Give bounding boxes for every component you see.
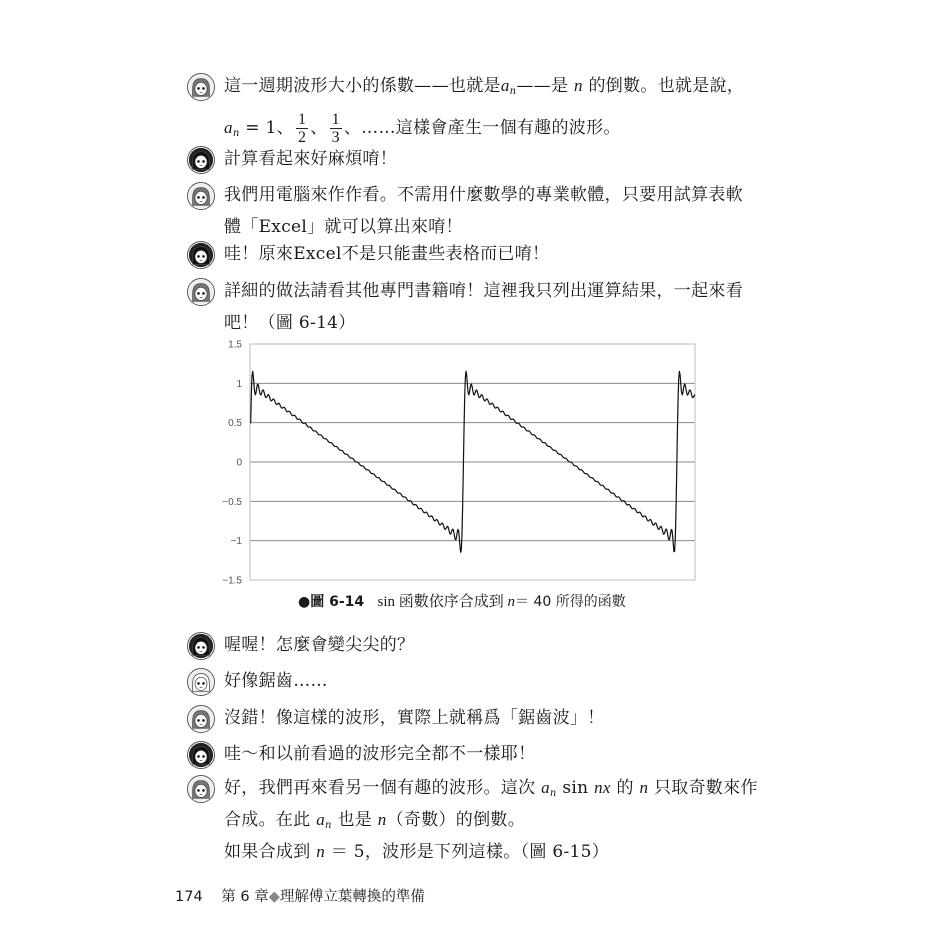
teacher-avatar-icon [187, 775, 215, 803]
dialogue-text: 體「Excel」就可以算出來唷！ [224, 217, 463, 237]
y-tick-label: 1.5 [228, 339, 242, 351]
dialogue-text: 好像鋸齒…… [224, 671, 328, 691]
y-tick-label: 0.5 [228, 418, 242, 430]
dialogue-text: 這一週期波形大小的係數——也就是 [224, 76, 501, 96]
dialogue-text: 計算看起來好麻煩唷！ [224, 149, 397, 169]
dialogue-line [224, 148, 397, 170]
dialogue-text: ＝ 5，波形是下列這樣。（圖 6-15） [325, 842, 610, 862]
dialogue-line [224, 216, 463, 238]
dialogue-text: 、……這樣會產生一個有趣的波形。 [343, 118, 621, 138]
figure-label: ●圖 6-14 [298, 594, 365, 610]
dialogue-text: 我們用電腦來作作看。不需用什麼數學的專業軟體，只要用試算表軟 [224, 185, 743, 205]
math-variable: a [224, 118, 233, 137]
student-a-avatar-icon [187, 741, 215, 769]
math-subscript: n [509, 86, 517, 97]
figure-caption [298, 590, 626, 611]
dialogue-line [224, 280, 743, 302]
math-subscript: n [325, 820, 332, 831]
fraction-denominator: 2 [297, 129, 307, 146]
math-variable: n [377, 810, 387, 829]
dialogue-line [224, 841, 609, 863]
dialogue-text: 詳細的做法請看其他專門書籍唷！這裡我只列出運算結果，一起來看 [224, 281, 743, 301]
dialogue-text: sin [556, 778, 595, 798]
student-b-avatar-icon [187, 668, 215, 696]
dialogue-line [224, 243, 549, 265]
math-variable: a [541, 778, 550, 797]
dialogue-line [224, 743, 535, 765]
math-variable: nx [594, 778, 611, 797]
dialogue-line [224, 111, 621, 146]
dialogue-line [224, 777, 758, 805]
teacher-avatar-icon [187, 705, 215, 733]
dialogue-text: 哇！原來Excel不是只能畫些表格而已唷！ [224, 244, 550, 264]
chapter-title: 理解傅立葉轉換的準備 [279, 889, 425, 905]
dialogue-line [224, 75, 744, 103]
dialogue-text: 好，我們再來看另一個有趣的波形。這次 [224, 778, 542, 798]
dialogue-line [224, 809, 525, 837]
student-a-avatar-icon [187, 146, 215, 174]
dialogue-text: 只取奇數來作 [648, 778, 758, 798]
dialogue-text: ——是 [516, 76, 574, 96]
page-number: 174 [175, 889, 203, 905]
y-tick-label: −0.5 [222, 496, 242, 508]
math-variable: n [316, 842, 326, 861]
y-tick-label: −1 [230, 536, 242, 548]
student-a-avatar-icon [187, 241, 215, 269]
chapter-number: 第 6 章 [221, 889, 269, 905]
dialogue-text: 沒錯！像這樣的波形，實際上就稱爲「鋸齒波」！ [224, 708, 605, 728]
fraction-numerator: 1 [297, 111, 307, 128]
page-footer [175, 885, 425, 906]
math-subscript: n [549, 788, 557, 799]
math-subscript: n [232, 128, 240, 139]
dialogue-text: 的倒數。也就是說， [582, 76, 745, 96]
math-variable: a [500, 76, 510, 95]
figure-6-14-chart [210, 330, 710, 590]
dialogue-text: = 1、 [239, 118, 294, 138]
dialogue-text: （奇數）的倒數。 [386, 810, 526, 830]
fraction-numerator: 1 [331, 111, 340, 128]
math-variable: n [639, 778, 649, 797]
chart-gridlines [250, 383, 695, 540]
y-tick-label: 0 [236, 457, 242, 469]
teacher-avatar-icon [187, 73, 215, 101]
diamond-icon: ◆ [268, 889, 280, 905]
dialogue-line [224, 634, 414, 656]
caption-var: n [507, 594, 515, 610]
dialogue-text: 也是 [331, 810, 378, 830]
dialogue-text: 的 [610, 778, 640, 798]
teacher-avatar-icon [187, 278, 215, 306]
teacher-avatar-icon [187, 182, 215, 210]
caption-text-pre: sin 函數依序合成到 [377, 594, 508, 610]
math-variable: a [316, 810, 326, 829]
student-a-avatar-icon [187, 632, 215, 660]
chart-y-tick-labels [222, 340, 242, 587]
dialogue-text: 吧！（圖 6-14） [224, 313, 356, 333]
dialogue-line [224, 707, 605, 729]
dialogue-text: 、 [310, 118, 328, 138]
caption-text-post: ＝ 40 所得的函數 [515, 594, 626, 610]
dialogue-text: 哇～和以前看過的波形完全都不一樣耶！ [224, 744, 536, 764]
dialogue-text: 如果合成到 [224, 842, 317, 862]
dialogue-line [224, 670, 328, 692]
fraction [330, 111, 342, 146]
dialogue-text: 喔喔！怎麼會變尖尖的？ [224, 635, 415, 655]
fraction-denominator: 3 [331, 129, 340, 146]
fraction [296, 111, 308, 146]
dialogue-text: 合成。在此 [224, 810, 317, 830]
y-tick-label: 1 [236, 378, 242, 390]
math-variable: n [573, 76, 583, 95]
dialogue-line [224, 184, 743, 206]
y-tick-label: −1.5 [222, 575, 242, 587]
